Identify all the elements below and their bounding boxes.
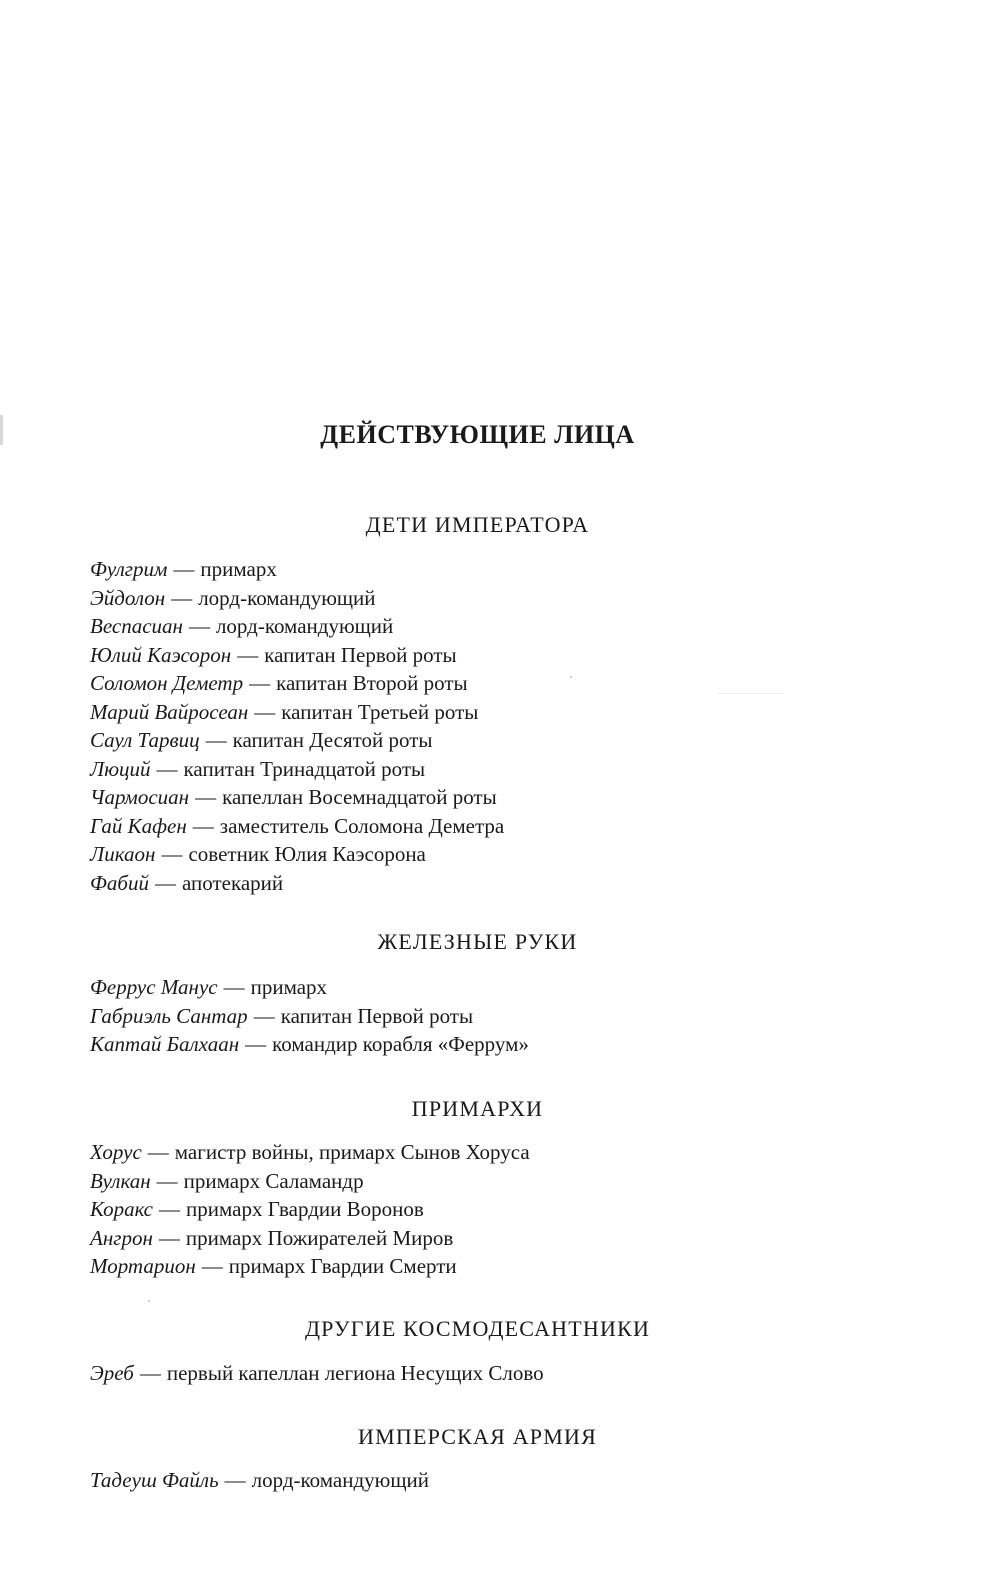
- character-role: капитан Третьей роты: [281, 699, 479, 724]
- character-role: капитан Первой роты: [280, 1003, 474, 1028]
- character-role: капитан Тринадцатой роты: [183, 756, 426, 781]
- section-heading-primarchs: ПРИМАРХИ: [411, 1096, 544, 1121]
- character-name: Мортарион: [90, 1254, 196, 1278]
- character-entry: [90, 869, 504, 898]
- character-entry: [90, 555, 504, 584]
- character-role: примарх: [250, 975, 328, 999]
- character-entry: [90, 584, 504, 613]
- character-role: заместитель Соломона Деметра: [219, 813, 505, 838]
- character-name: Соломон Деметр: [90, 671, 244, 695]
- character-entry: [90, 612, 504, 641]
- character-entry: [90, 783, 504, 812]
- character-name: Феррус Манус: [90, 975, 218, 999]
- character-entry: [90, 1224, 530, 1253]
- dash: —: [139, 1361, 161, 1385]
- character-role: капеллан Восемнадцатой роты: [222, 785, 497, 809]
- character-name: Коракс: [90, 1197, 153, 1221]
- dash: —: [223, 975, 245, 999]
- dash: —: [147, 1140, 169, 1164]
- dash: —: [224, 1468, 246, 1492]
- character-entry: [90, 973, 529, 1002]
- character-role: магистр войны, примарх Сынов Хоруса: [174, 1140, 530, 1164]
- scan-speck: [570, 676, 572, 678]
- character-entry: [90, 755, 504, 784]
- character-role: примарх: [200, 557, 277, 581]
- character-entry: [90, 726, 504, 755]
- character-entry: [90, 1359, 544, 1388]
- character-name: Ликаон: [90, 842, 156, 866]
- character-list-primarchs: [90, 1138, 530, 1281]
- character-role: капитан Десятой роты: [232, 728, 433, 752]
- character-name: Каптай Балхаан: [90, 1032, 240, 1056]
- dash: —: [245, 1032, 267, 1056]
- dash: —: [154, 870, 176, 895]
- character-entry: [90, 1167, 530, 1196]
- dash: —: [171, 585, 193, 610]
- character-entry: [90, 1138, 530, 1167]
- dash: —: [254, 699, 276, 724]
- dash: —: [159, 1197, 180, 1221]
- page-title: ДЕЙСТВУЮЩИЕ ЛИЦА: [320, 420, 635, 449]
- character-entry: [90, 1252, 530, 1281]
- character-name: Габриэль Сантар: [90, 1003, 248, 1028]
- character-role: первый капеллан легиона Несущих Слово: [166, 1361, 544, 1385]
- character-role: лорд-командующий: [215, 614, 394, 638]
- character-name: Юлий Каэсорон: [90, 642, 232, 667]
- character-role: лорд-командующий: [198, 585, 376, 610]
- dash: —: [188, 614, 210, 638]
- character-role: примарх Пожирателей Миров: [185, 1225, 454, 1250]
- character-role: командир корабля «Феррум»: [272, 1032, 529, 1056]
- character-name: Веспасиан: [90, 614, 183, 638]
- dash: —: [173, 557, 195, 581]
- character-entry: [90, 698, 504, 727]
- section-heading-imperial-army: ИМПЕРСКАЯ АРМИЯ: [358, 1424, 597, 1449]
- section-heading-other-space-marines: ДРУГИЕ КОСМОДЕСАНТНИКИ: [304, 1316, 651, 1341]
- character-list-emperors-children: [90, 555, 504, 897]
- character-name: Ангрон: [90, 1225, 153, 1250]
- dash: —: [205, 728, 227, 752]
- character-list-other-space-marines: [90, 1359, 544, 1388]
- dash: —: [195, 785, 217, 809]
- character-entry: [90, 669, 504, 698]
- character-name: Хорус: [90, 1140, 142, 1164]
- dash: —: [253, 1003, 275, 1028]
- dash: —: [249, 671, 271, 695]
- section-heading-iron-hands: ЖЕЛЕЗНЫЕ РУКИ: [377, 929, 578, 954]
- character-name: Вулкан: [90, 1168, 151, 1193]
- character-role: примарх Саламандр: [183, 1168, 364, 1193]
- scan-artifact-line: [718, 693, 784, 694]
- character-entry: [90, 641, 504, 670]
- character-entry: [90, 812, 504, 841]
- character-name: Люций: [90, 756, 151, 781]
- character-name: Марий Вайросеан: [90, 699, 249, 724]
- character-name: Фабий: [90, 870, 149, 895]
- character-role: примарх Гвардии Смерти: [228, 1254, 457, 1278]
- character-name: Эреб: [90, 1361, 134, 1385]
- character-role: лорд-командующий: [251, 1468, 429, 1492]
- character-role: апотекарий: [181, 870, 284, 895]
- character-entry: [90, 840, 504, 869]
- character-list-iron-hands: [90, 973, 529, 1059]
- character-entry: [90, 1195, 530, 1224]
- section-heading-emperors-children: ДЕТИ ИМПЕРАТОРА: [365, 512, 590, 537]
- dash: —: [156, 756, 178, 781]
- character-list-imperial-army: [90, 1466, 429, 1495]
- dash: —: [161, 842, 183, 866]
- character-name: Фулгрим: [90, 557, 168, 581]
- character-name: Тадеуш Файль: [90, 1468, 219, 1492]
- character-name: Саул Тарвиц: [90, 728, 200, 752]
- character-role: советник Юлия Каэсорона: [188, 842, 426, 866]
- character-role: примарх Гвардии Воронов: [186, 1197, 424, 1221]
- character-entry: [90, 1030, 529, 1059]
- character-entry: [90, 1002, 529, 1031]
- character-name: Эйдолон: [90, 585, 166, 610]
- character-name: Чармосиан: [90, 785, 190, 809]
- character-entry: [90, 1466, 429, 1495]
- character-name: Гай Кафен: [90, 813, 187, 838]
- dash: —: [192, 813, 214, 838]
- dash: —: [158, 1225, 180, 1250]
- dash: —: [237, 642, 259, 667]
- character-role: капитан Первой роты: [264, 642, 457, 667]
- character-role: капитан Второй роты: [276, 671, 468, 695]
- dash: —: [201, 1254, 223, 1278]
- scan-speck: [148, 1300, 150, 1302]
- dash: —: [156, 1168, 178, 1193]
